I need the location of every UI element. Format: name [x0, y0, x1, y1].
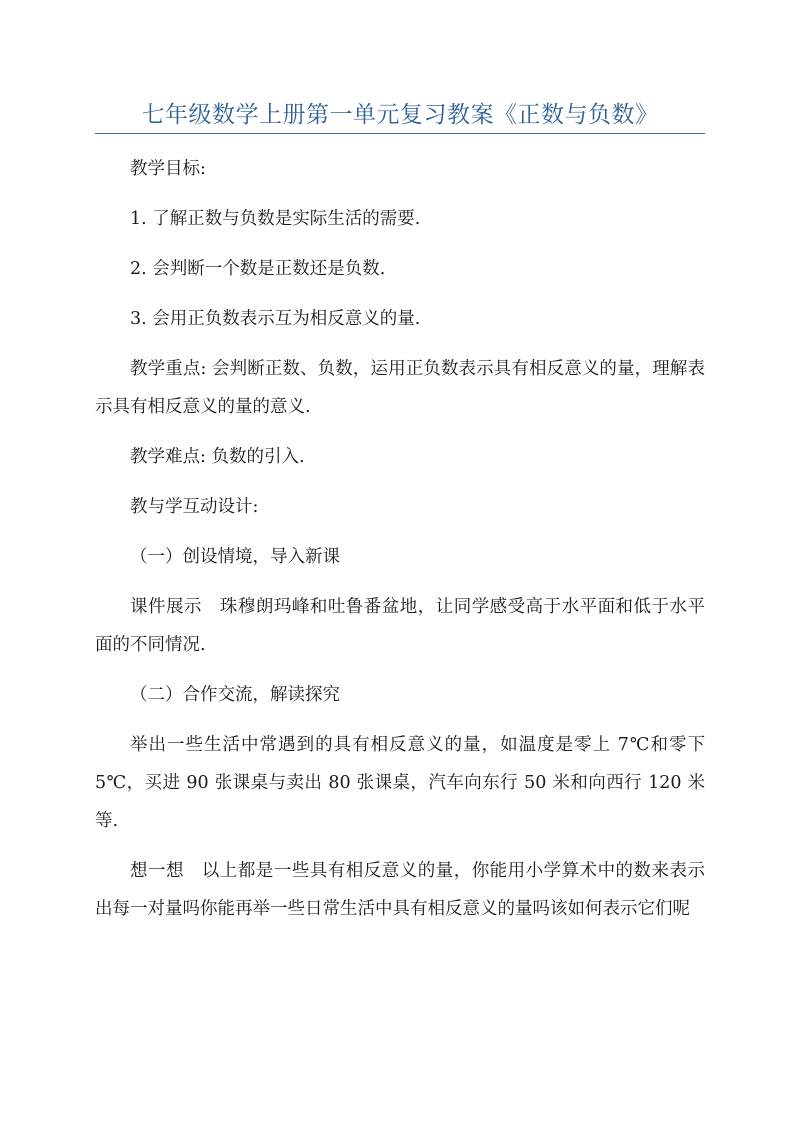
paragraph-difficulty: 教学难点: 负数的引入. — [130, 447, 305, 467]
paragraph-objective-3: 3. 会用正负数表示互为相反意义的量. — [130, 309, 421, 329]
paragraph-section-2-heading: （二）合作交流，解读探究 — [130, 685, 340, 705]
title-underline — [95, 133, 705, 134]
paragraph-think: 想一想 以上都是一些具有相反意义的量，你能用小学算术中的数来表示出每一对量吗你能再举一些日常生活中具有相反意义的量吗该如何表示它们呢 — [95, 861, 705, 919]
paragraph-objective-1: 1. 了解正数与负数是实际生活的需要. — [130, 209, 421, 229]
paragraph-section-1-heading: （一）创设情境，导入新课 — [130, 547, 340, 567]
paragraph-objective-2: 2. 会判断一个数是正数还是负数. — [130, 259, 386, 279]
document-body — [95, 150, 705, 940]
paragraph-key-points: 教学重点: 会判断正数、负数，运用正负数表示具有相反意义的量，理解表示具有相反意义的量的意义. — [95, 359, 705, 417]
paragraph-examples: 举出一些生活中常遇到的具有相反意义的量，如温度是零上 7℃和零下 5℃，买进 90 张课桌与卖出 80 张课桌，汽车向东行 50 米和向西行 120 米等. — [95, 735, 705, 831]
document-title: 七年级数学上册第一单元复习教案《正数与负数》 — [141, 102, 659, 128]
paragraph-objectives-heading: 教学目标: — [130, 159, 206, 179]
paragraph-courseware: 课件展示 珠穆朗玛峰和吐鲁番盆地，让同学感受高于水平面和低于水平面的不同情况. — [95, 597, 705, 655]
paragraph-interaction-heading: 教与学互动设计: — [130, 497, 259, 517]
